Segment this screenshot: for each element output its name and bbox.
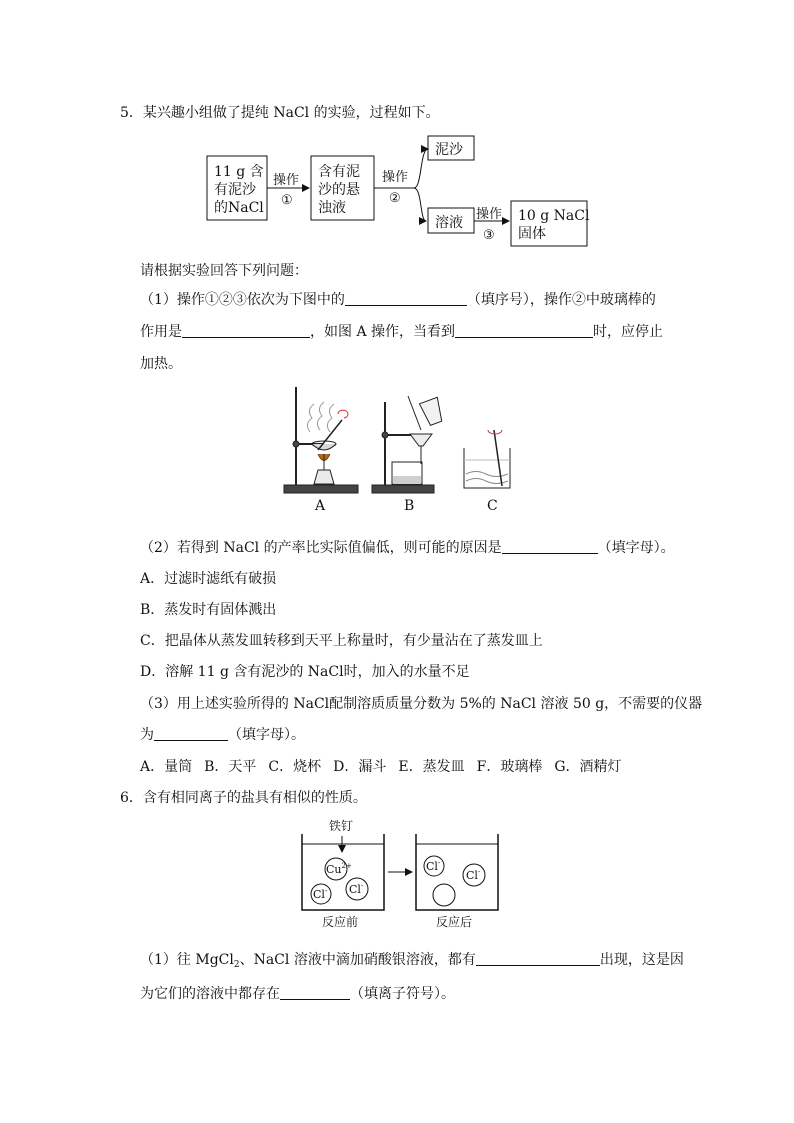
q6-p1-line2 xyxy=(140,985,455,1003)
q5-p3-line2 xyxy=(140,726,305,744)
q5-p2-option-b: B．蒸发时有固体溅出 xyxy=(140,602,277,618)
q5-p1-text-c: 作用是 xyxy=(140,324,182,340)
q6-p1-text-c: 出现，这是因 xyxy=(599,952,684,968)
flow-op2-label: 操作 xyxy=(382,170,409,185)
q5-p2-option-d: D．溶解 11 g 含有泥沙的 NaCl时，加入的水量不足 xyxy=(140,664,470,680)
q5-p2-line xyxy=(140,539,675,557)
q5-p2-tail: （填字母）。 xyxy=(597,540,675,556)
flow-op2-num: ② xyxy=(389,191,401,206)
label-iron-nail: 铁钉 xyxy=(329,819,354,833)
q5-p2-option-c: C．把晶体从蒸发皿转移到天平上称量时，有少量沾在了蒸发皿上 xyxy=(140,633,543,649)
q6-p1-answer-blank-2[interactable] xyxy=(280,985,350,1000)
ion-cl-left-1: Cl- xyxy=(313,887,328,901)
flow-box-sediment: 泥沙 xyxy=(435,142,463,158)
figure-label-c: C xyxy=(487,498,498,514)
label-before: 反应前 xyxy=(322,915,359,929)
q5-p1-line2 xyxy=(140,323,663,341)
ion-cl-left-2: Cl- xyxy=(349,882,364,896)
apparatus-figure xyxy=(280,382,530,516)
q5-p1-text-b: （填序号），操作②中玻璃棒的 xyxy=(466,292,656,308)
flow-box1-line2: 有泥沙 xyxy=(214,182,256,198)
q6-p1-text-e: （填离子符号）。 xyxy=(350,986,455,1002)
q5-p1-text-d: ，如图 A 操作，当看到 xyxy=(310,324,456,340)
flow-box2-line2: 沙的悬 xyxy=(318,182,360,198)
q5-p2-text: （2）若得到 NaCl 的产率比实际值偏低，则可能的原因是 xyxy=(140,540,502,556)
flow-box1-line3: 的NaCl xyxy=(214,200,264,216)
q5-p1-answer-blank-3[interactable] xyxy=(455,323,593,338)
q6-p1-text-b: 、NaCl 溶液中滴加硝酸银溶液，都有 xyxy=(239,952,476,968)
flow-op3-label: 操作 xyxy=(476,207,503,222)
q5-p3-answer-blank[interactable] xyxy=(154,726,228,741)
q5-p3-option-f: F．玻璃棒 xyxy=(476,759,543,775)
flow-op1-label: 操作 xyxy=(273,173,300,188)
q6-p1-line1 xyxy=(140,951,684,974)
figure-label-b: B xyxy=(404,498,415,514)
ion-cu-left: $Cu^{2+}$ xyxy=(326,862,352,876)
q6-p1-subscript: 2 xyxy=(233,960,240,970)
flow-op1-num: ① xyxy=(281,193,293,208)
flow-op3-num: ③ xyxy=(483,228,495,243)
q5-p1-text-e: 时，应停止 xyxy=(593,324,664,340)
q5-p1-answer-blank-1[interactable] xyxy=(345,291,467,306)
stand-base-b xyxy=(372,485,434,493)
q5-p3-option-a: A．量筒 xyxy=(140,759,193,775)
q6-stem: 6．含有相同离子的盐具有相似的性质。 xyxy=(120,790,367,806)
q5-p2-option-a: A．过滤时滤纸有破损 xyxy=(140,571,277,587)
q5-p3-text-c: （填字母）。 xyxy=(228,727,305,743)
stand-base-a xyxy=(284,485,358,493)
flow-diagram xyxy=(200,132,600,250)
flow-box-end-line2: 固体 xyxy=(518,226,546,242)
q5-p3-option-g: G．酒精灯 xyxy=(554,759,622,775)
q5-p1-answer-blank-2[interactable] xyxy=(182,323,310,338)
flow-box2-line1: 含有泥 xyxy=(318,164,360,180)
q6-p1-text-d: 为它们的溶液中都存在 xyxy=(140,986,280,1002)
ion-cl-right-2: Cl- xyxy=(466,868,481,882)
q5-p2-answer-blank[interactable] xyxy=(502,539,598,554)
q5-p1-text-f: 加热。 xyxy=(140,356,182,372)
q5-p3-options xyxy=(140,758,634,776)
q5-p3-text-a: （3）用上述实验所得的 NaCl配制溶质质量分数为 5%的 NaCl 溶液 50 g，不需要的仪器 xyxy=(140,696,703,712)
label-after: 反应后 xyxy=(436,915,473,929)
figure-label-a: A xyxy=(315,498,326,514)
flow-box2-line3: 浊液 xyxy=(318,200,346,216)
flow-box-end-line1: 10 g NaCl xyxy=(518,208,590,224)
q5-p3-option-e: E．蒸发皿 xyxy=(398,759,465,775)
q5-p1-line1 xyxy=(140,291,656,309)
q5-p3-text-b: 为 xyxy=(140,727,154,743)
q5-p3-option-d: D．漏斗 xyxy=(333,759,387,775)
q5-stem: 5．某兴趣小组做了提纯 NaCl 的实验，过程如下。 xyxy=(120,105,440,121)
q6-p1-text-a: （1）往 MgCl xyxy=(140,952,234,968)
q6-p1-answer-blank-1[interactable] xyxy=(476,951,600,966)
ion-cl-right-1: Cl- xyxy=(426,859,441,873)
q5-p3-option-c: C．烧杯 xyxy=(268,759,322,775)
q5-intro: 请根据实验回答下列问题： xyxy=(140,263,308,279)
q5-p1-text-a: （1）操作①②③依次为下图中的 xyxy=(140,292,345,308)
q5-p3-option-b: B．天平 xyxy=(204,759,257,775)
flow-box1-line1: 11 g 含 xyxy=(214,164,264,180)
flow-box-solution: 溶液 xyxy=(435,215,463,231)
reaction-figure xyxy=(292,812,502,932)
